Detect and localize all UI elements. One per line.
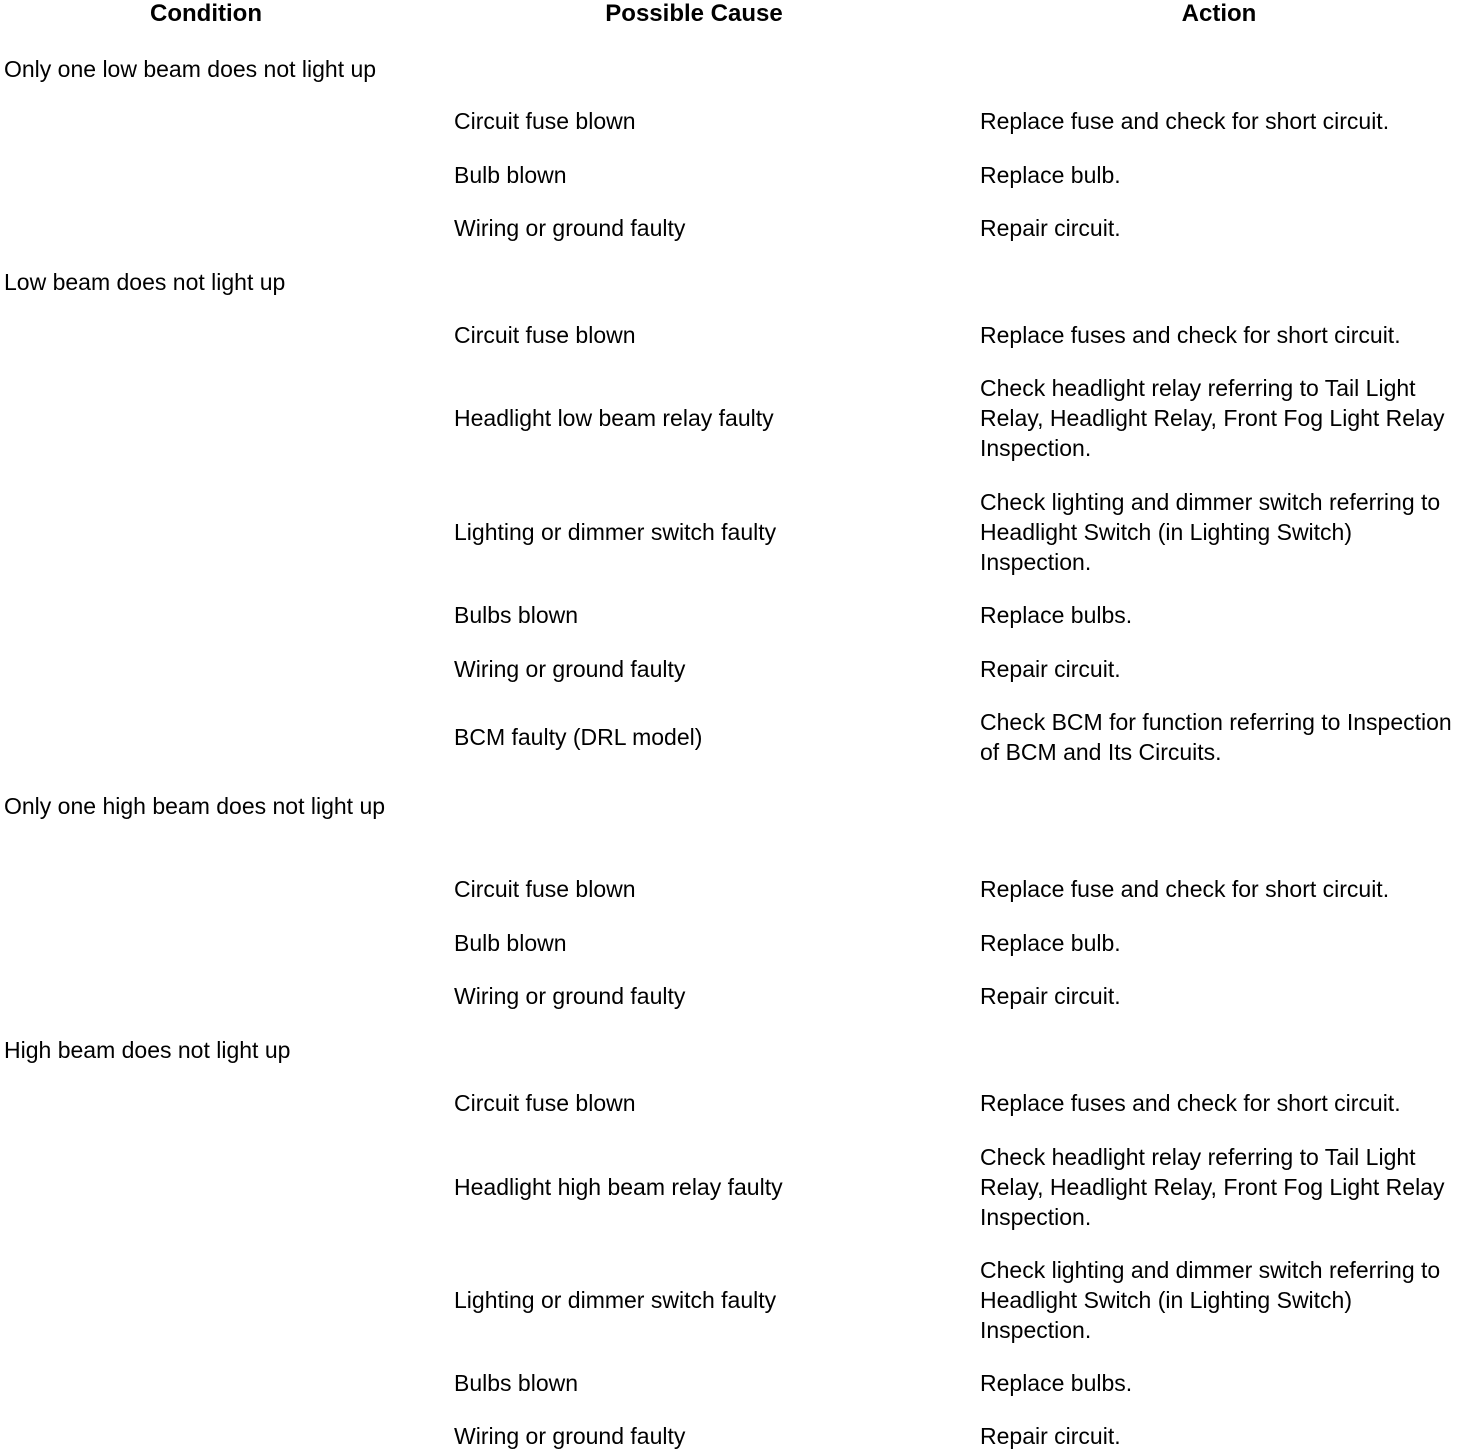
table-row [0,1142,1472,1232]
cause-cell: Circuit fuse blown [454,876,636,902]
action-cell: Replace fuse and check for short circuit. [980,876,1390,902]
cause-cell: Circuit fuse blown [454,108,636,134]
table-row [0,654,1472,684]
cause-cell: Circuit fuse blown [454,322,636,348]
cause-cell: Bulbs blown [454,602,579,628]
condition-cell: High beam does not light up [4,1037,291,1063]
cause-cell: Headlight low beam relay faulty [454,405,774,431]
cause-cell: Bulbs blown [454,1370,579,1396]
cause-cell: Wiring or ground faulty [454,983,686,1009]
action-cell: Check headlight relay referring to Tail Light Relay, Headlight Relay, Front Fog Light Relay Inspection. [980,375,1445,461]
table-row [0,791,1472,851]
cause-cell: Lighting or dimmer switch faulty [454,519,777,545]
cause-cell: Circuit fuse blown [454,1090,636,1116]
cause-cell: Bulb blown [454,930,567,956]
action-cell: Check BCM for function referring to Inspection of BCM and Its Circuits. [980,709,1452,765]
action-cell: Replace fuses and check for short circuit. [980,322,1401,348]
table-row [0,54,1472,84]
table-row [0,1088,1472,1118]
table-row [0,106,1472,136]
action-cell: Repair circuit. [980,1423,1121,1449]
table-row [0,267,1472,297]
condition-cell: Only one high beam does not light up [4,793,386,819]
table-row [0,600,1472,630]
table-row [0,981,1472,1011]
cause-cell: Headlight high beam relay faulty [454,1174,783,1200]
condition-cell: Only one low beam does not light up [4,56,377,82]
cause-cell: Wiring or ground faulty [454,656,686,682]
action-cell: Repair circuit. [980,656,1121,682]
table-row [0,874,1472,904]
table-header [0,0,1472,30]
table-row [0,320,1472,350]
cause-cell: Wiring or ground faulty [454,215,686,241]
table-row [0,373,1472,463]
action-cell: Replace fuse and check for short circuit. [980,108,1390,134]
table-row [0,1255,1472,1345]
cause-cell: Bulb blown [454,162,567,188]
action-cell: Replace bulb. [980,930,1121,956]
action-cell: Check lighting and dimmer switch referring to Headlight Switch (in Lighting Switch) Inspection. [980,489,1441,575]
action-cell: Repair circuit. [980,215,1121,241]
cause-cell: Lighting or dimmer switch faulty [454,1287,777,1313]
cause-cell: Wiring or ground faulty [454,1423,686,1449]
action-cell: Check headlight relay referring to Tail Light Relay, Headlight Relay, Front Fog Light Relay Inspection. [980,1144,1445,1230]
header-possible-cause: Possible Cause [605,0,783,27]
table-row [0,928,1472,958]
header-action: Action [1181,0,1257,27]
table-row [0,160,1472,190]
table-row [0,213,1472,243]
table-row [0,1421,1472,1451]
table-row [0,487,1472,577]
action-cell: Replace fuses and check for short circuit. [980,1090,1401,1116]
cause-cell: BCM faulty (DRL model) [454,724,703,750]
table-row [0,707,1472,767]
action-cell: Check lighting and dimmer switch referring to Headlight Switch (in Lighting Switch) Inspection. [980,1257,1441,1343]
condition-cell: Low beam does not light up [4,269,286,295]
action-cell: Replace bulbs. [980,1370,1133,1396]
action-cell: Replace bulbs. [980,602,1133,628]
table-row [0,1035,1472,1065]
header-condition: Condition [150,0,262,27]
table-row [0,1368,1472,1398]
action-cell: Replace bulb. [980,162,1121,188]
action-cell: Repair circuit. [980,983,1121,1009]
